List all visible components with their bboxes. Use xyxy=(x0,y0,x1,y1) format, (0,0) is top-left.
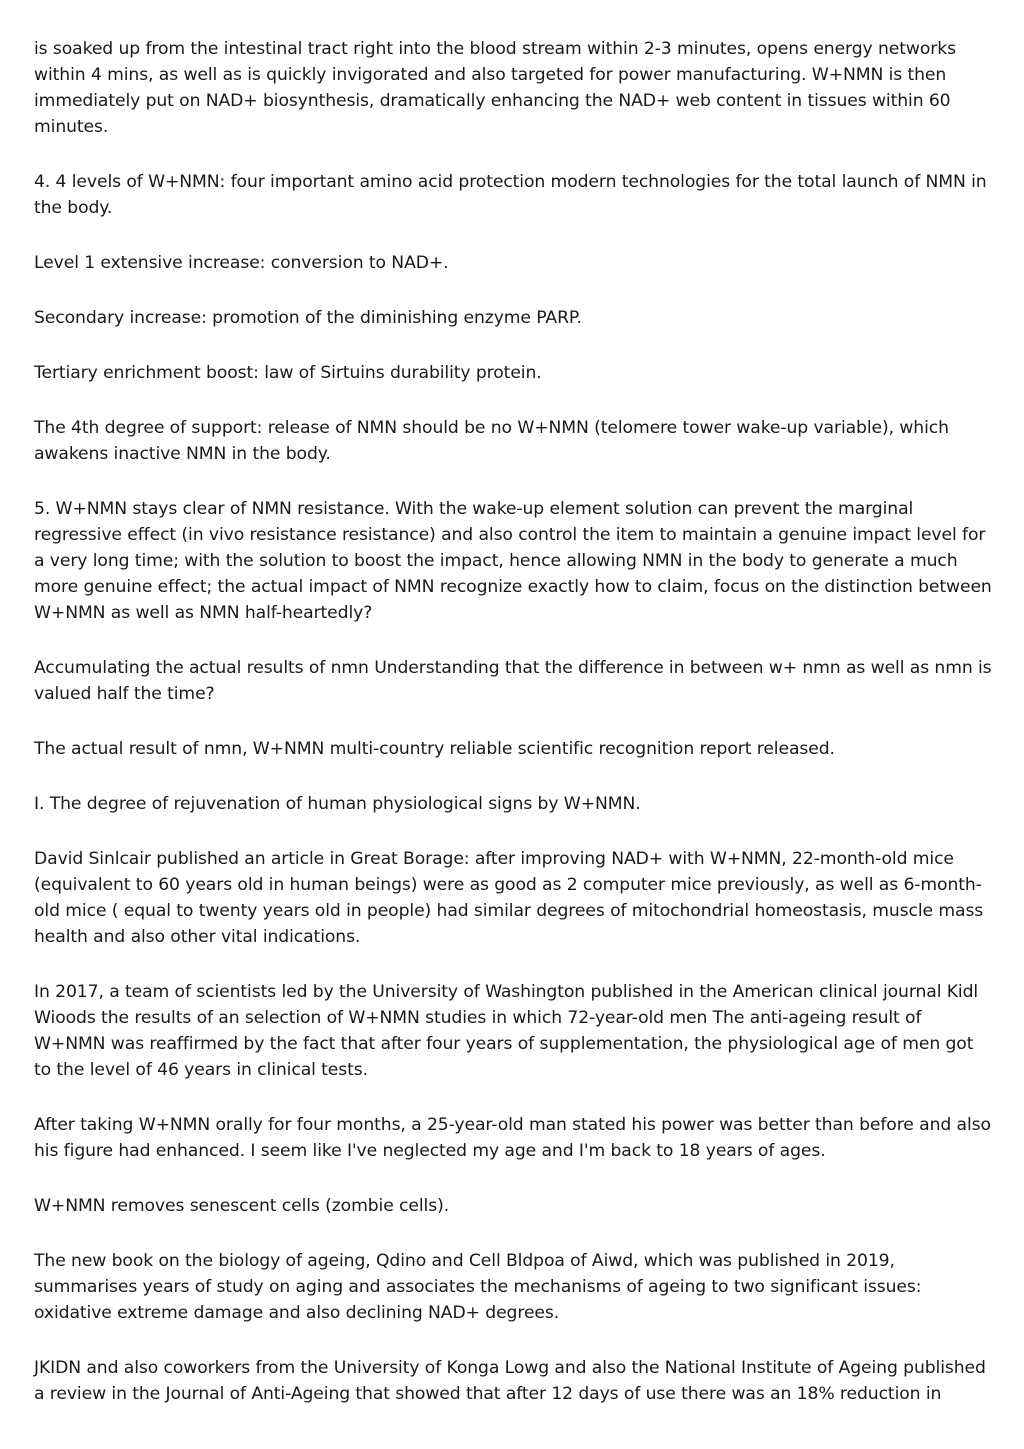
paragraph-level-1: Level 1 extensive increase: conversion to NAD+. xyxy=(34,253,449,273)
paragraph-2017-study: In 2017, a team of scientists led by the University of Washington published in the American clinical journal Kidl Wioods the results of an selection of W+NMN studies in which 72-year-old men The anti-ageing result of W+NMN was reaffirmed by the fact that after four years of supplementation, the physiological age of men got to the level of 46 years in clinical tests. xyxy=(34,982,979,1080)
paragraph-tertiary: Tertiary enrichment boost: law of Sirtuins durability protein. xyxy=(34,363,542,383)
paragraph-sinclair: David Sinlcair published an article in Great Borage: after improving NAD+ with W+NMN, 22-month-old mice (equivalent to 60 years old in human beings) were as good as 2 computer mice previously, as well as 6-month-old mice ( equal to twenty years old in people) had similar degrees of mitochondrial homeostasis, muscle mass health and also other vital indications. xyxy=(34,849,984,947)
paragraph-testimonial: After taking W+NMN orally for four months, a 25-year-old man stated his power was better than before and also his figure had enhanced. I seem like I've neglected my age and I'm back to 18 years of ages. xyxy=(34,1115,991,1161)
paragraph-rejuvenation-heading: I. The degree of rejuvenation of human physiological signs by W+NMN. xyxy=(34,794,641,814)
paragraph-fourth-degree: The 4th degree of support: release of NMN should be no W+NMN (telomere tower wake-up variable), which awakens inactive NMN in the body. xyxy=(34,418,949,464)
paragraph-review: JKIDN and also coworkers from the University of Konga Lowg and also the National Institute of Ageing published a review in the Journal of Anti-Ageing that showed that after 12 days of use there was an 18% reduction in xyxy=(34,1358,986,1404)
paragraph-absorption: is soaked up from the intestinal tract right into the blood stream within 2-3 minutes, opens energy networks within 4 mins, as well as is quickly invigorated and also targeted for power manufacturing. W+NMN is then immediately put on NAD+ biosynthesis, dramatically enhancing the NAD+ web content in tissues within 60 minutes. xyxy=(34,39,956,137)
paragraph-accumulating: Accumulating the actual results of nmn Understanding that the difference in between w+ nmn as well as nmn is valued half the time? xyxy=(34,658,992,704)
paragraph-resistance: 5. W+NMN stays clear of NMN resistance. With the wake-up element solution can prevent the marginal regressive effect (in vivo resistance resistance) and also control the item to maintain a genuine impact level for a very long time; with the solution to boost the impact, hence allowing NMN in the body to generate a much more genuine effect; the actual impact of NMN recognize exactly how to claim, focus on the distinction between W+NMN as well as NMN half-heartedly? xyxy=(34,499,992,623)
paragraph-secondary: Secondary increase: promotion of the diminishing enzyme PARP. xyxy=(34,308,582,328)
paragraph-senescent: W+NMN removes senescent cells (zombie cells). xyxy=(34,1196,450,1216)
paragraph-report: The actual result of nmn, W+NMN multi-country reliable scientific recognition report released. xyxy=(34,739,835,759)
paragraph-book: The new book on the biology of ageing, Qdino and Cell Bldpoa of Aiwd, which was published in 2019, summarises years of study on aging and associates the mechanisms of ageing to two significant issues: oxidative extreme damage and also declining NAD+ degrees. xyxy=(34,1251,922,1323)
document-body xyxy=(34,36,992,1436)
paragraph-four-levels: 4. 4 levels of W+NMN: four important amino acid protection modern technologies for the total launch of NMN in the body. xyxy=(34,172,987,218)
